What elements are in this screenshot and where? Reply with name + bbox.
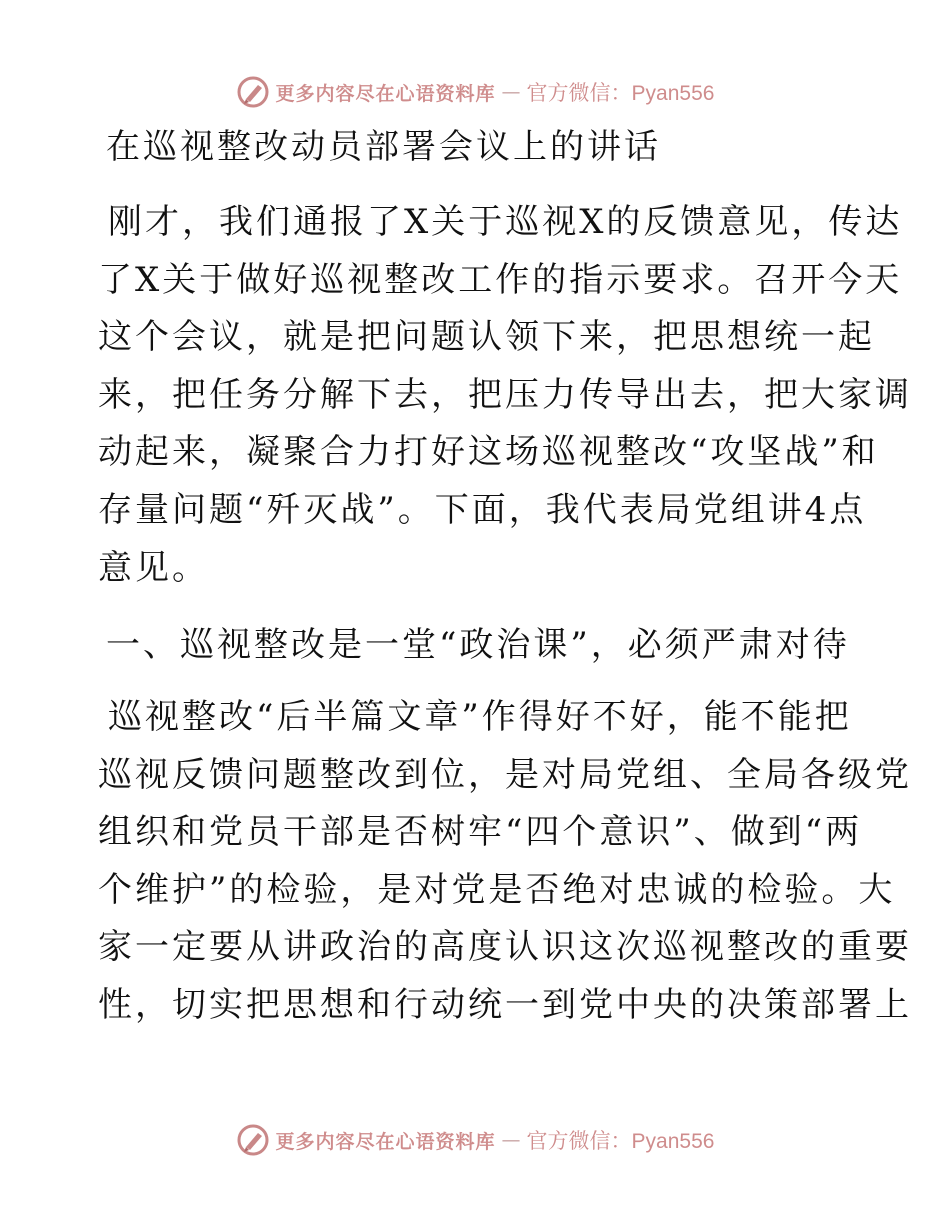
paragraph-line: 刚才，我们通报了X关于巡视X的反馈意见，传达 [108, 202, 903, 242]
watermark-separator: — [501, 81, 521, 103]
watermark-main-text: 更多内容尽在心语资料库 [275, 82, 496, 105]
paragraph-line: 这个会议，就是把问题认领下来，把思想统一起 [98, 317, 875, 358]
watermark-account-text: 官方微信：Pyan556 [526, 82, 715, 105]
paragraph-line: 巡视反馈问题整改到位，是对局党组、全局各级党 [98, 754, 912, 795]
watermark-separator: — [501, 1129, 521, 1151]
watermark-main-text: 更多内容尽在心语资料库 [275, 1130, 496, 1153]
paragraph-2 [98, 689, 912, 1035]
paragraph-line: 巡视整改“后半篇文章”作得好不好，能不能把 [108, 697, 852, 737]
paragraph-line: 存量问题“歼灭战”。下面，我代表局党组讲4点 [98, 489, 867, 530]
section-heading: 一、巡视整改是一堂“政治课”，必须严肃对待 [106, 625, 850, 665]
pen-logo-icon [236, 75, 270, 109]
paragraph-1 [98, 194, 912, 597]
paragraph-line: 了X关于做好巡视整改工作的指示要求。召开今天 [98, 259, 903, 300]
paragraph-line: 性，切实把思想和行动统一到党中央的决策部署上 [98, 984, 912, 1025]
paragraph-line: 动起来，凝聚合力打好这场巡视整改“攻坚战”和 [98, 432, 879, 473]
paragraph-line: 意见。 [98, 547, 209, 588]
header-watermark [0, 72, 950, 112]
paragraph-line: 家一定要从讲政治的高度认识这次巡视整改的重要 [98, 927, 912, 968]
paragraph-line: 个维护”的检验，是对党是否绝对忠诚的检验。大 [98, 869, 896, 910]
paragraph-line: 组织和党员干部是否树牢“四个意识”、做到“两 [98, 812, 863, 853]
document-title: 在巡视整改动员部署会议上的讲话 [106, 127, 661, 167]
watermark-account-text: 官方微信：Pyan556 [526, 1130, 715, 1153]
pen-logo-icon [236, 1123, 270, 1157]
paragraph-line: 来，把任务分解下去，把压力传导出去，把大家调 [98, 374, 912, 415]
footer-watermark [0, 1120, 950, 1160]
